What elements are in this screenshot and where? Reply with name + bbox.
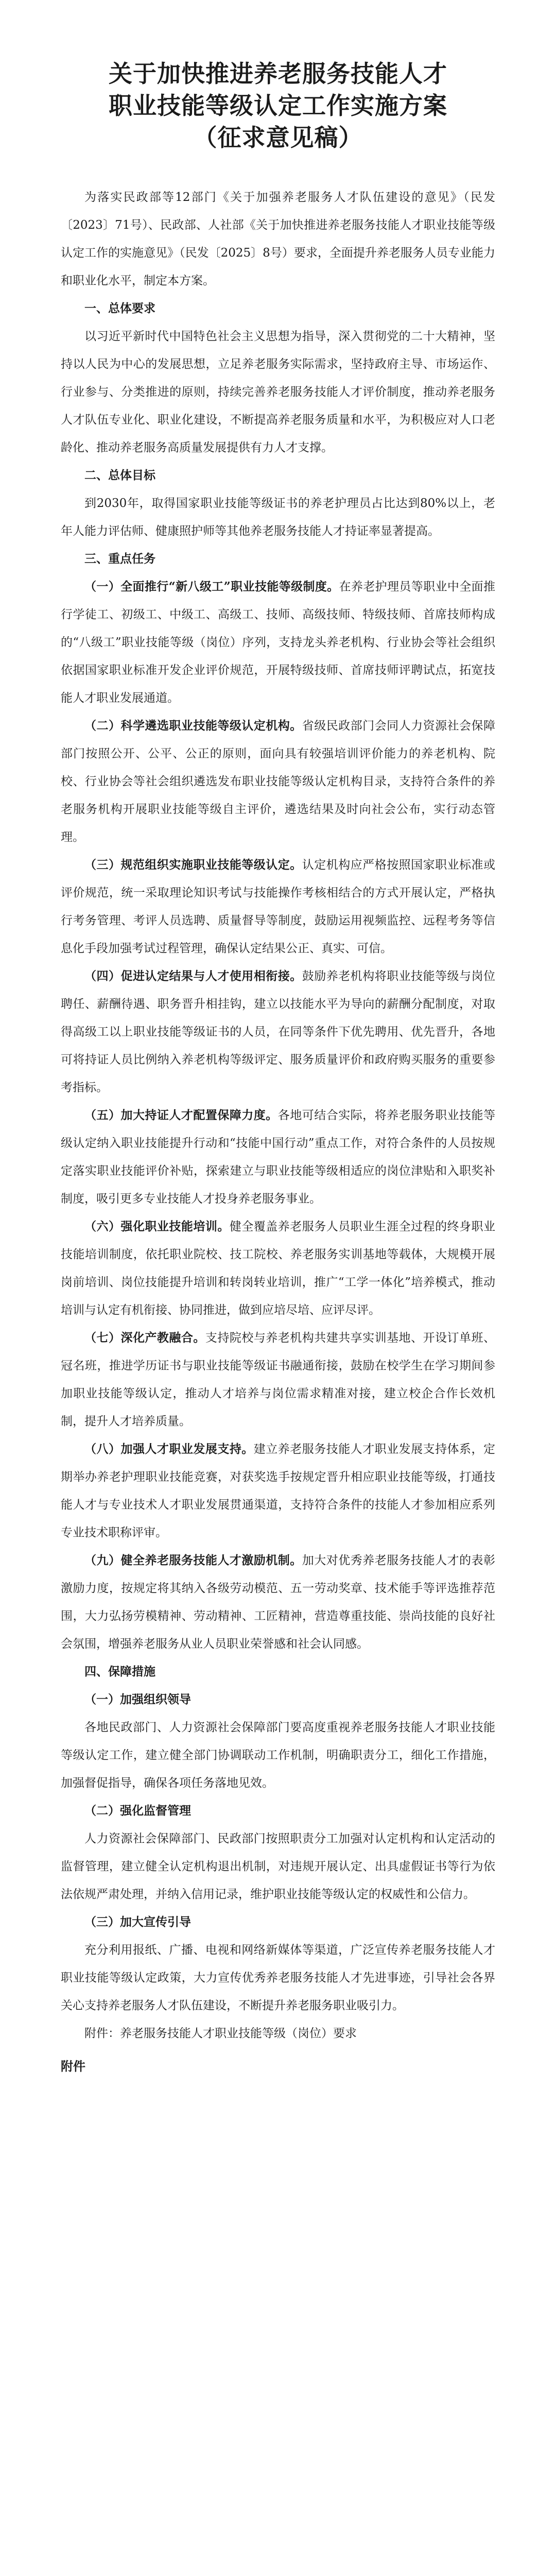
measure-paragraph: 人力资源社会保障部门、民政部门按照职责分工加强对认定机构和认定活动的监督管理，建立健全认定机构退出机制，对违规开展认定、出具虚假证书等行为依法依规严肃处理，并纳入信用记录，维护职业技能等级认定的权威性和公信力。 [61, 1832, 495, 1901]
task-body: 鼓励养老机构将职业技能等级与岗位聘任、薪酬待遇、职务晋升相挂钩，建立以技能水平为导向的薪酬分配制度，对取得高级工以上职业技能等级证书的人员，在同等条件下优先聘用、优先晋升，各地可将持证人员比例纳入养老机构等级评定、服务质量评价和政府购买服务的重要参考指标。 [61, 970, 496, 1094]
task-paragraph [61, 1547, 495, 1658]
section-paragraph: 到2030年，取得国家职业技能等级证书的养老护理员占比达到80%以上，老年人能力评估师、健康照护师等其他养老服务技能人才持证率显著提高。 [61, 497, 495, 538]
measure-heading: （三）加大宣传引导 [84, 1915, 191, 1929]
task-lead: （八）加强人才职业发展支持。 [84, 1442, 254, 1456]
attachment-label: 附件 [61, 2059, 85, 2074]
task-paragraph [61, 573, 495, 712]
task-body: 各地可结合实际，将养老服务职业技能等级认定纳入职业技能提升行动和“技能中国行动”重点工作，对符合条件的人员按规定落实职业技能评价补贴，探索建立与职业技能等级相适应的岗位津贴和入职奖补制度，吸引更多专业技能人才投身养老服务事业。 [61, 1109, 496, 1206]
task-lead: （一）全面推行“新八级工”职业技能等级制度。 [84, 580, 339, 594]
task-body: 认定机构应严格按照国家职业标准或评价规范，统一采取理论知识考试与技能操作考核相结合的方式开展认定，严格执行考务管理、考评人员选聘、质量督导等制度，鼓励运用视频监控、远程考务等信息化手段加强考试过程管理，确保认定结果公正、真实、可信。 [61, 858, 496, 955]
section-paragraph: 以习近平新时代中国特色社会主义思想为指导，深入贯彻党的二十大精神，坚持以人民为中心的发展思想，立足养老服务实际需求，坚持政府主导、市场运作、行业参与、分类推进的原则，持续完善养老服务技能人才评价制度，推动养老服务人才队伍专业化、职业化建设，不断提高养老服务质量和水平，为积极应对人口老龄化、推动养老服务高质量发展提供有力人才支撑。 [61, 330, 495, 454]
task-paragraph [61, 1324, 495, 1435]
task-lead: （四）促进认定结果与人才使用相衔接。 [84, 969, 302, 983]
task-lead: （五）加大持证人才配置保障力度。 [84, 1108, 278, 1122]
task-lead: （六）强化职业技能培训。 [84, 1219, 230, 1233]
task-body: 健全覆盖养老服务人员职业生涯全过程的终身职业技能培训制度，依托职业院校、技工院校、养老服务实训基地等载体，大规模开展岗前培训、岗位技能提升培训和转岗转业培训，推广“工学一体化”培养模式，推动培训与认定有机衔接、协同推进，做到应培尽培、应评尽评。 [61, 1220, 496, 1317]
task-body: 在养老护理员等职业中全面推行学徒工、初级工、中级工、高级工、技师、高级技师、特级技师、首席技师构成的“八级工”职业技能等级（岗位）序列，支持龙头养老机构、行业协会等社会组织依据国家职业标准开发企业评价规范，开展特级技师、首席技师评聘试点，拓宽技能人才职业发展通道。 [61, 580, 496, 705]
task-paragraph [61, 1101, 495, 1213]
section-heading: 四、保障措施 [84, 1665, 155, 1679]
task-body: 加大对优秀养老服务技能人才的表彰激励力度，按规定将其纳入各级劳动模范、五一劳动奖章、技术能手等评选推荐范围，大力弘扬劳模精神、劳动精神、工匠精神，营造尊重技能、崇尚技能的良好社会氛围，增强养老服务从业人员职业荣誉感和社会认同感。 [61, 1554, 496, 1651]
measure-paragraph: 各地民政部门、人力资源社会保障部门要高度重视养老服务技能人才职业技能等级认定工作，建立健全部门协调联动工作机制，明确职责分工，细化工作措施，加强督促指导，确保各项任务落地见效。 [61, 1721, 495, 1790]
task-paragraph [61, 1435, 495, 1547]
task-paragraph [61, 851, 495, 962]
task-body: 省级民政部门会同人力资源社会保障部门按照公开、公平、公正的原则，面向具有较强培训评价能力的养老机构、院校、行业协会等社会组织遴选发布职业技能等级认定机构目录，支持符合条件的养老服务机构开展职业技能等级自主评价，遴选结果及时向社会公布，实行动态管理。 [61, 719, 496, 844]
document-body [61, 183, 495, 2080]
task-lead: （七）深化产教融合。 [84, 1331, 205, 1345]
task-body: 支持院校与养老机构共建共享实训基地、开设订单班、冠名班，推进学历证书与职业技能等级证书融通衔接，鼓励在校学生在学习期间参加职业技能等级认定，推动人才培养与岗位需求精准对接，建立校企合作长效机制，提升人才培养质量。 [61, 1331, 496, 1428]
task-lead: （九）健全养老服务技能人才激励机制。 [84, 1553, 302, 1567]
task-lead: （二）科学遴选职业技能等级认定机构。 [84, 719, 302, 733]
title-line-3: （征求意见稿） [193, 124, 363, 151]
section-heading: 一、总体要求 [84, 302, 155, 315]
document-title [77, 58, 479, 154]
title-line-2: 职业技能等级认定工作实施方案 [109, 92, 447, 120]
title-line-1: 关于加快推进养老服务技能人才 [109, 60, 447, 88]
measure-paragraph: 充分利用报纸、广播、电视和网络新媒体等渠道，广泛宣传养老服务技能人才职业技能等级认定政策，大力宣传优秀养老服务技能人才先进事迹，引导社会各界关心支持养老服务人才队伍建设，不断提升养老服务职业吸引力。 [61, 1943, 495, 2012]
section-heading: 二、总体目标 [84, 469, 155, 482]
task-paragraph [61, 712, 495, 851]
task-body: 建立养老服务技能人才职业发展支持体系，定期举办养老护理职业技能竞赛，对获奖选手按规定晋升相应职业技能等级，打通技能人才与专业技术人才职业发展贯通渠道，支持符合条件的技能人才参加相应系列专业技术职称评审。 [61, 1443, 496, 1539]
task-paragraph [61, 1213, 495, 1324]
task-lead: （三）规范组织实施职业技能等级认定。 [84, 858, 302, 872]
section-heading: 三、重点任务 [84, 552, 155, 566]
task-paragraph [61, 962, 495, 1101]
measure-heading: （一）加强组织领导 [84, 1692, 191, 1706]
attachment-reference: 附件：养老服务技能人才职业技能等级（岗位）要求 [84, 2027, 357, 2040]
intro-paragraph: 为落实民政部等12部门《关于加强养老服务人才队伍建设的意见》（民发〔2023〕71号）、民政部、人社部《关于加快推进养老服务技能人才职业技能等级认定工作的实施意见》（民发〔2025〕8号）要求，全面提升养老服务人员专业能力和职业化水平，制定本方案。 [61, 191, 495, 287]
measure-heading: （二）强化监督管理 [84, 1804, 191, 1818]
